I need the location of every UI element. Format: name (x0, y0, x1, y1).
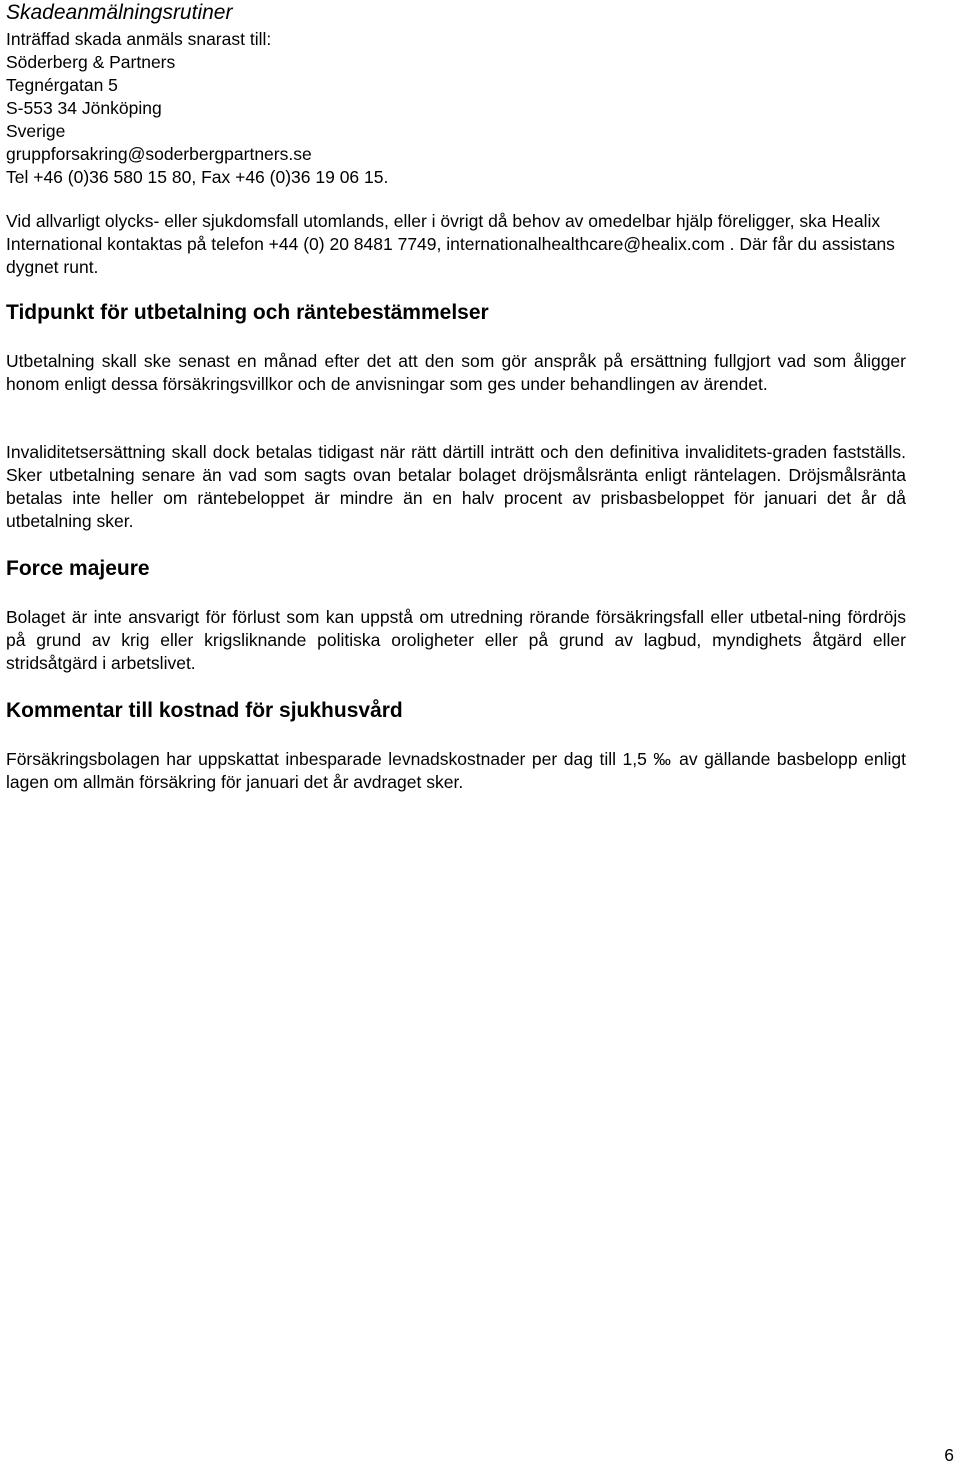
address-company: Söderberg & Partners (6, 52, 176, 72)
address-block (6, 28, 388, 189)
heading-force-majeure: Force majeure (6, 557, 150, 580)
hospital-cost-paragraph: Försäkringsbolagen har uppskattat inbesparade levnadskostnader per dag till 1,5 ‰ av gällande basbelopp enligt lagen om allmän försäkring för januari det år avdraget sker. (6, 749, 906, 792)
abroad-paragraph: Vid allvarligt olycks- eller sjukdomsfall utomlands, eller i övrigt då behov av omedelbar hjälp föreligger, ska Healix International kontaktas på telefon +44 (0) 20 8481 7749, internationalhealthcare@healix.com . Där får du assistans dygnet runt. (6, 211, 895, 277)
force-majeure-paragraph: Bolaget är inte ansvarigt för förlust som kan uppstå om utredning rörande försäkringsfall eller utbetal-ning fördröjs på grund av krig eller krigsliknande politiska oroligheter eller på grund av lagbud, myndighets åtgärd eller stridsåtgärd i arbetslivet. (6, 607, 906, 673)
address-intro: Inträffad skada anmäls snarast till: (6, 29, 272, 49)
payment-paragraph-1: Utbetalning skall ske senast en månad efter det att den som gör anspråk på ersättning fullgjort vad som åligger honom enligt dessa försäkringsvillkor och de anvisningar som ges under behandlingen av ärendet. (6, 351, 906, 394)
address-country: Sverige (6, 121, 66, 141)
payment-paragraph-2: Invaliditetsersättning skall dock betalas tidigast när rätt därtill inträtt och den definitiva invaliditets-graden fastställs. Sker utbetalning senare än vad som sagts ovan betalar bolaget dröjsmålsränta enligt räntelagen. Dröjsmålsränta betalas inte heller om räntebeloppet är mindre än en halv procent av prisbasbeloppet för januari det år då utbetalning sker. (6, 442, 906, 531)
page-number: 6 (944, 1445, 954, 1465)
address-postal: S-553 34 Jönköping (6, 98, 162, 118)
address-street: Tegnérgatan 5 (6, 75, 118, 95)
address-email: gruppforsakring@soderbergpartners.se (6, 144, 312, 164)
heading-hospital-cost: Kommentar till kostnad för sjukhusvård (6, 699, 403, 722)
address-phone: Tel +46 (0)36 580 15 80, Fax +46 (0)36 19 06 15. (6, 167, 389, 187)
section-title: Skadeanmälningsrutiner (6, 1, 233, 24)
heading-payment-interest: Tidpunkt för utbetalning och räntebestämmelser (6, 301, 489, 324)
